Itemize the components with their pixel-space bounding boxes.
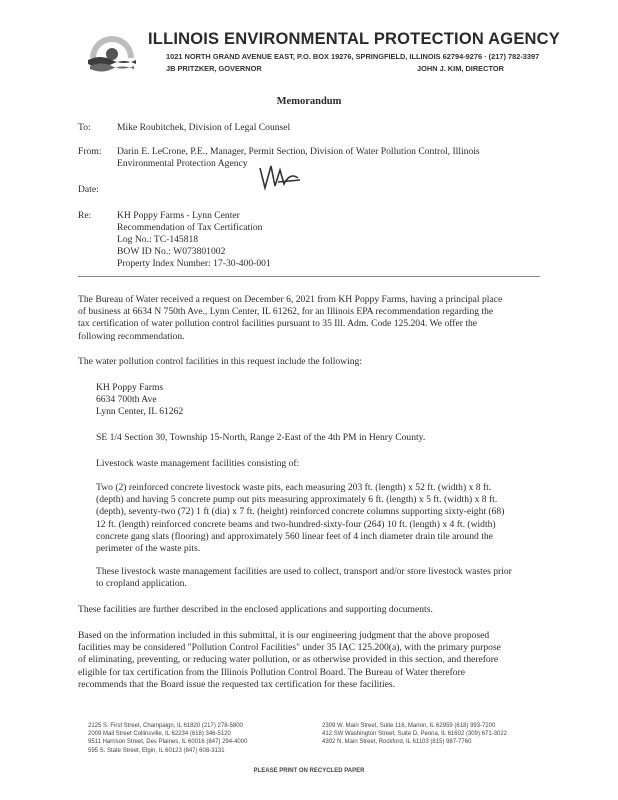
text-line: KH Poppy Farms — [96, 382, 164, 393]
facilities-intro: The water pollution control facilities in this request include the following: — [78, 356, 363, 367]
iepa-logo-icon — [86, 28, 138, 72]
recycled-paper-note: PLEASE PRINT ON RECYCLED PAPER — [253, 768, 365, 774]
text-line: of business at 6634 N 750th Ave., Lynn Center, IL 61262, for an Illinois EPA recommendation regarding the — [78, 306, 494, 318]
footer-line: 2309 W. Main Street, Suite 116, Marion, IL 62959 (618) 993-7200 — [322, 723, 496, 729]
agency-name: ILLINOIS ENVIRONMENTAL PROTECTION AGENCY — [148, 30, 560, 48]
governor-name: JB PRITZKER, GOVERNOR — [166, 64, 262, 73]
footer-line: 4302 N. Main Street, Rockford, IL 61103 (815) 987-7760 — [322, 739, 472, 746]
footer-line: 412 SW Washington Street, Suite D, Peoria, IL 61602 (309) 671-3022 — [322, 731, 507, 738]
text-line: (depth) and having 5 concrete pump out pits measuring approximately 6 ft. (length) x 5 ft. (width) x 8 ft. — [96, 494, 498, 506]
director-name: JOHN J. KIM, DIRECTOR — [417, 64, 504, 73]
from-line: Environmental Protection Agency — [117, 158, 248, 169]
facility-description — [96, 482, 548, 555]
re-line: BOW ID No.: W073801002 — [117, 246, 226, 257]
footer-offices-left — [88, 722, 247, 755]
text-line: facilities may be considered "Pollution Control Facilities" under 35 IAC 125.200(a), with the primary purpose — [78, 642, 501, 654]
text-line: of eliminating, preventing, or reducing water pollution, or as otherwise provided in this section, and therefore — [78, 654, 499, 666]
re-line: Property Index Number: 17-30-400-001 — [117, 258, 271, 269]
text-line: perimeter of the waste pits. — [96, 543, 201, 555]
re-line: Recommendation of Tax Certification — [117, 222, 263, 233]
date-label: Date: — [78, 184, 99, 195]
location-text: SE 1/4 Section 30, Township 15-North, Range 2-East of the 4th PM in Henry County. — [96, 432, 426, 443]
applicant-address — [96, 382, 548, 419]
header-divider — [78, 276, 540, 277]
text-line: recommends that the Board issue the requested tax certification for these facilities. — [78, 678, 396, 690]
text-line: These livestock waste management facilities are used to collect, transport and/or store livestock wastes prior — [96, 566, 512, 577]
text-line: following recommendation. — [78, 330, 185, 342]
text-line: Based on the information included in this submittal, it is our engineering judgment that the above proposed — [78, 630, 490, 641]
footer-line: 2009 Mall Street Collinsville, IL 62234 (618) 346-5120 — [88, 731, 231, 738]
memo-title: Memorandum — [276, 96, 342, 107]
from-label: From: — [78, 146, 102, 157]
further-description: These facilities are further described in the enclosed applications and supporting documents. — [78, 604, 433, 615]
from-line: Darin E. LeCrone, P.E., Manager, Permit Section, Division of Water Pollution Control, Illinois — [117, 146, 480, 157]
footer-line: 2125 S. First Street, Champaign, IL 61820 (217) 278-5800 — [88, 723, 243, 729]
text-line: 6634 700th Ave — [96, 394, 157, 406]
livestock-heading: Livestock waste management facilities consisting of: — [96, 458, 300, 469]
text-line: to cropland application. — [96, 578, 187, 590]
to-label: To: — [78, 122, 91, 133]
to-value: Mike Roubitchek, Division of Legal Counsel — [117, 122, 291, 133]
intro-paragraph — [78, 294, 548, 343]
text-line: Lynn Center, IL 61262 — [96, 406, 184, 418]
usage-paragraph — [96, 566, 548, 590]
text-line: The Bureau of Water received a request on December 6, 2021 from KH Poppy Farms, having a principal place — [78, 294, 503, 305]
text-line: concrete gang slats (flooring) and approximately 560 linear feet of 4 inch diameter drain tile around the — [96, 530, 493, 542]
text-line: eligible for tax certification from the Illinois Pollution Control Board. The Bureau of Water therefore — [78, 666, 466, 678]
agency-address: 1021 NORTH GRAND AVENUE EAST, P.O. BOX 19276, SPRINGFIELD, ILLINOIS 62794-9276 · (217) 782-3397 — [166, 52, 540, 61]
judgment-paragraph — [78, 630, 548, 691]
footer-line: 9511 Harrison Street, Des Plaines, IL 60016 (847) 294-4000 — [88, 739, 248, 746]
re-line: KH Poppy Farms - Lynn Center — [117, 210, 240, 221]
re-line: Log No.: TC-145818 — [117, 234, 199, 245]
re-label: Re: — [78, 210, 92, 221]
footer-offices-right — [322, 722, 507, 747]
signature-initials-icon — [256, 158, 304, 194]
text-line: 12 ft. (length) reinforced concrete beams and two-hundred-sixty-four (264) 10 ft. (length) x 4 ft. (width) — [96, 518, 496, 530]
re-value — [117, 210, 271, 270]
text-line: (depth), seventy-two (72) 1 ft (dia) x 7 ft. (height) reinforced concrete columns supporting sixty-eight (68) — [96, 506, 505, 518]
text-line: tax certification of water pollution control facilities pursuant to 35 Ill. Adm. Code 125.204. We offer the — [78, 318, 478, 330]
footer-line: 595 S. State Street, Elgin, IL 60123 (847) 608-3131 — [88, 747, 225, 754]
text-line: Two (2) reinforced concrete livestock waste pits, each measuring 203 ft. (length) x 52 ft. (width) x 8 ft. — [96, 482, 492, 493]
